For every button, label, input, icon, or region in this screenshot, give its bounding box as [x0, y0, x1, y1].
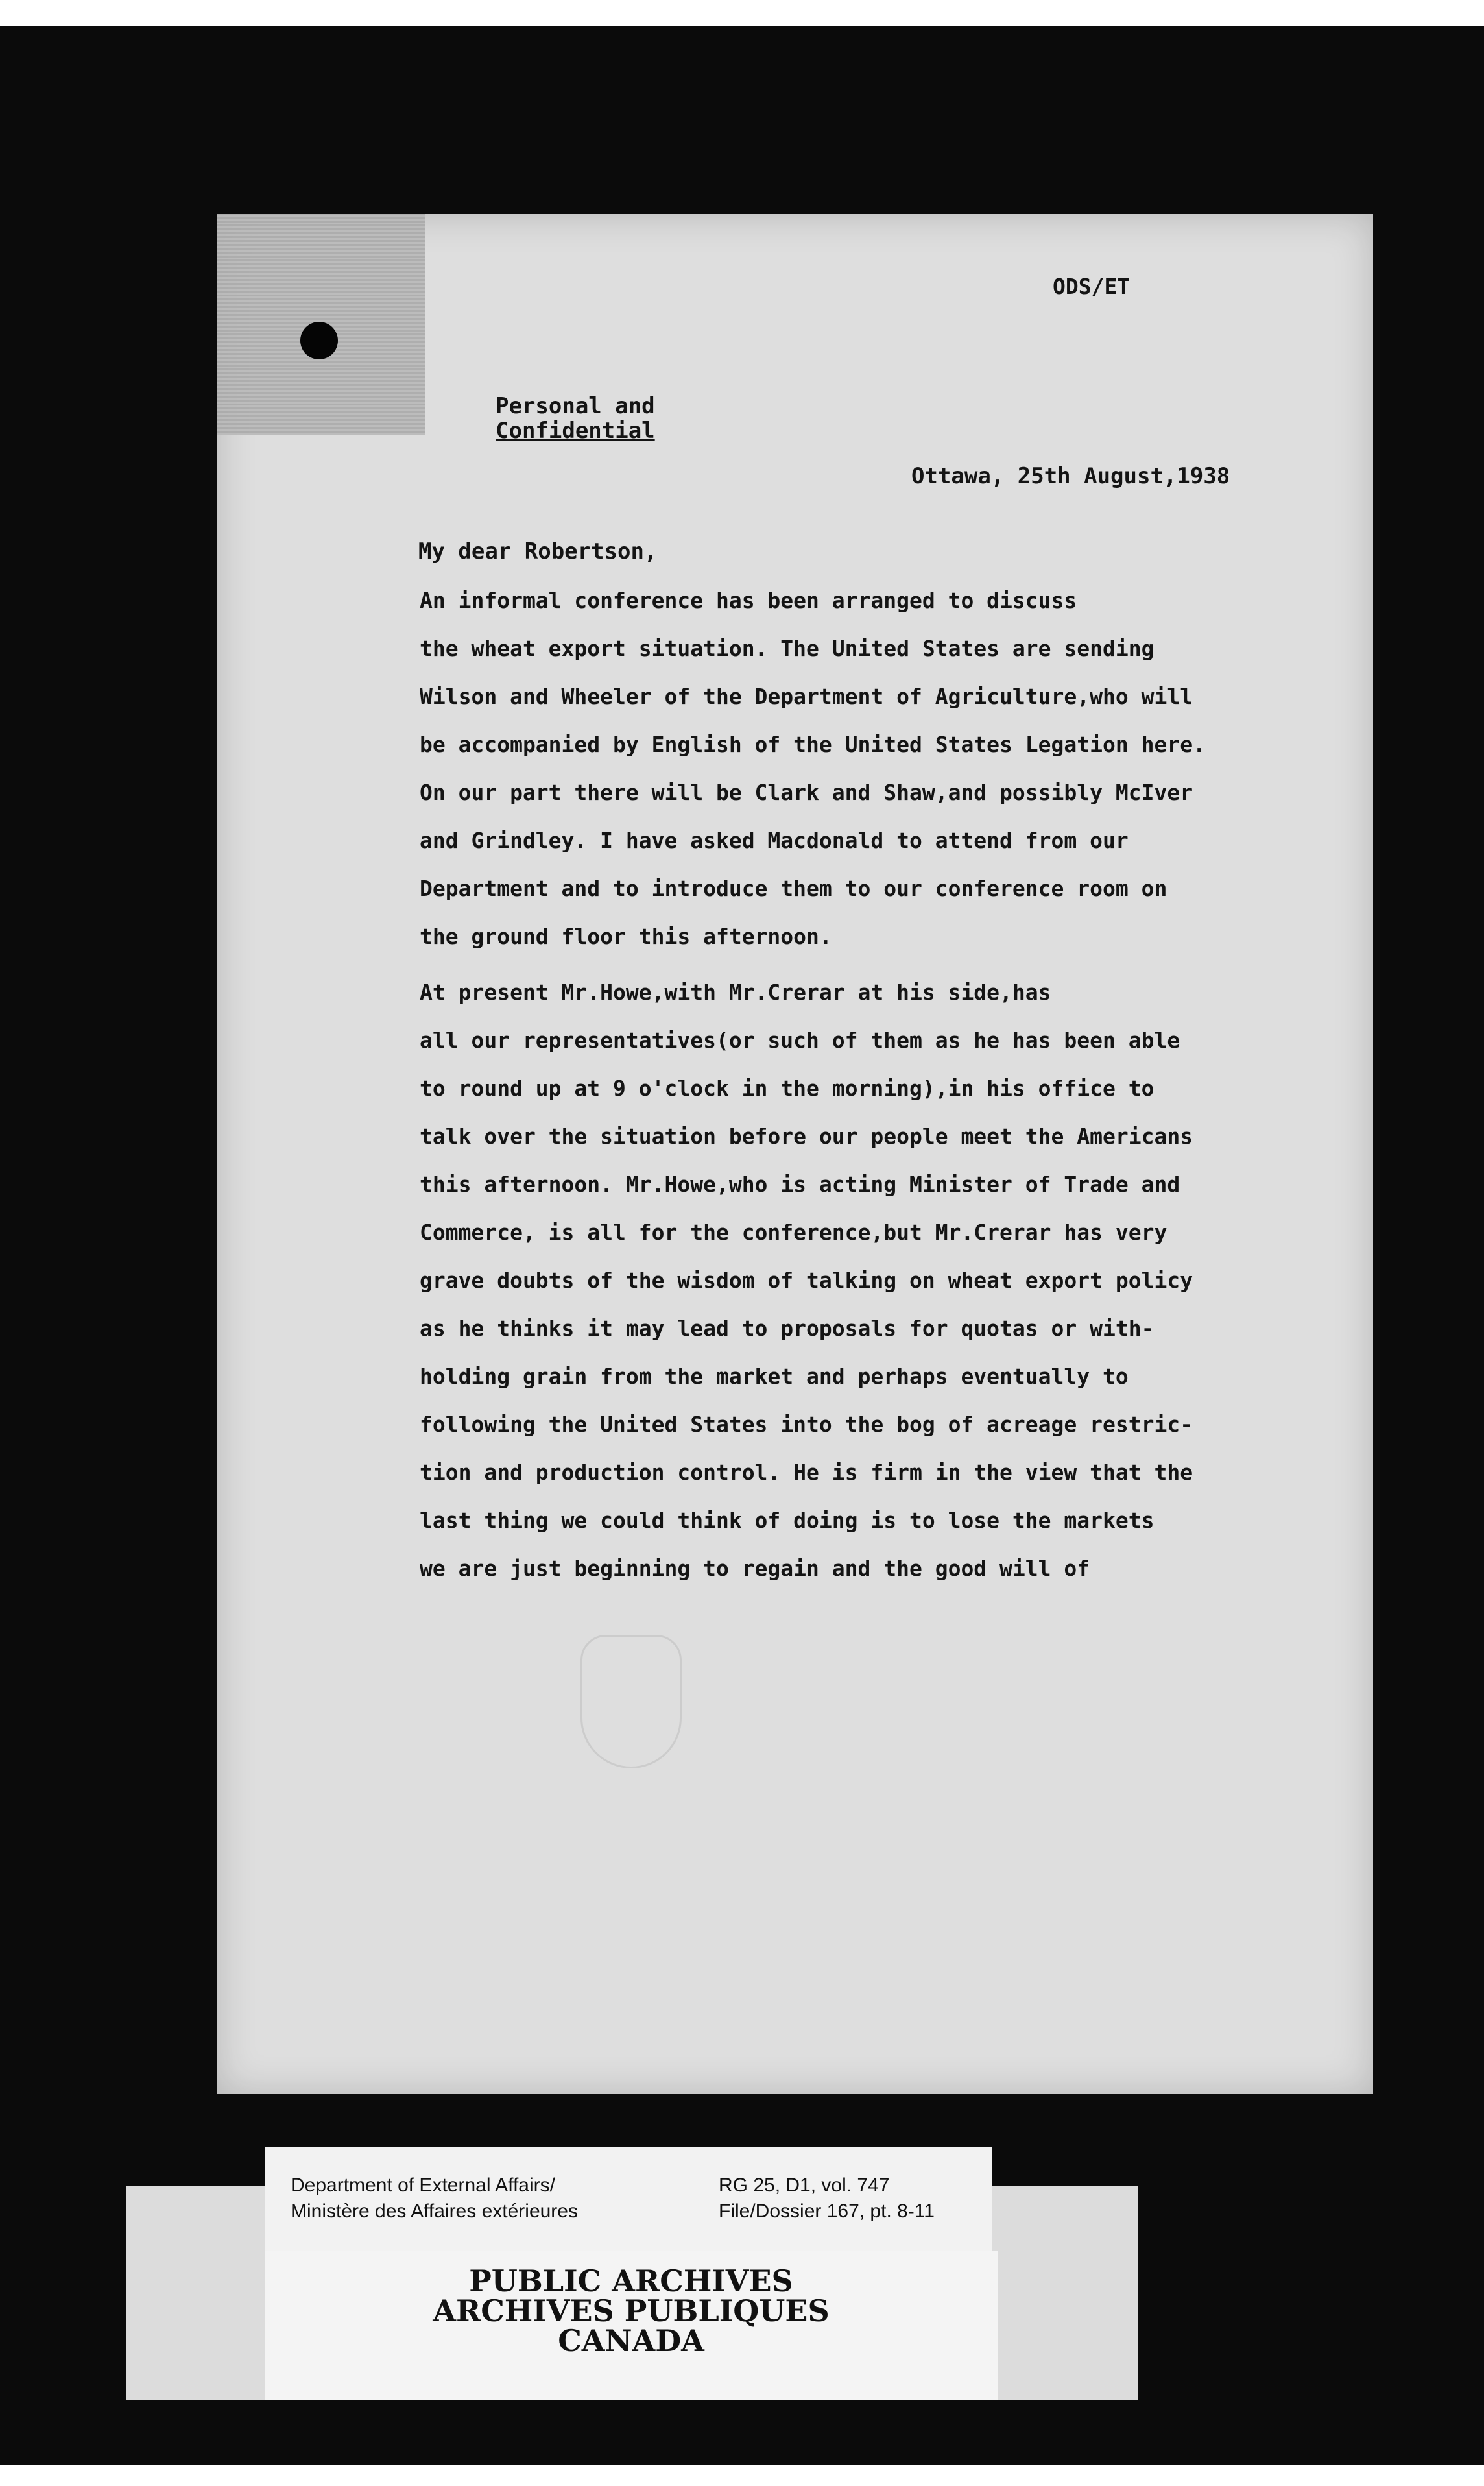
body-line: and Grindley. I have asked Macdonald to attend from our	[420, 828, 1129, 853]
body-line: be accompanied by English of the United States Legation here.	[420, 732, 1206, 757]
faint-watermark-seal	[580, 1635, 682, 1768]
film-border-top	[0, 0, 1484, 26]
body-line: An informal conference has been arranged to discuss	[420, 588, 1077, 613]
body-line: last thing we could think of doing is to lose the markets	[420, 1508, 1155, 1533]
punch-hole-icon	[300, 322, 338, 359]
dateline: Ottawa, 25th August,1938	[911, 463, 1230, 489]
body-line: the ground floor this afternoon.	[420, 924, 832, 949]
file-reference: ODS/ET	[1053, 274, 1131, 299]
archive-stamp	[265, 2251, 998, 2400]
department-french: Ministère des Affaires extérieures	[291, 2201, 578, 2222]
body-line: Commerce, is all for the conference,but Mr.Crerar has very	[420, 1220, 1167, 1245]
film-border-bottom	[0, 2465, 1484, 2486]
body-line: On our part there will be Clark and Shaw,and possibly McIver	[420, 780, 1193, 805]
archive-stamp-line-1: PUBLIC ARCHIVES	[469, 2263, 793, 2299]
archive-stamp-line-3: CANADA	[558, 2323, 704, 2358]
body-line: Department and to introduce them to our conference room on	[420, 876, 1167, 901]
classification-line-1: Personal and	[496, 393, 655, 419]
body-line: the wheat export situation. The United States are sending	[420, 636, 1155, 661]
body-line: grave doubts of the wisdom of talking on wheat export policy	[420, 1268, 1193, 1293]
body-line: we are just beginning to regain and the good will of	[420, 1556, 1090, 1581]
body-line: talk over the situation before our people meet the Americans	[420, 1124, 1193, 1149]
archive-stamp-line-2: ARCHIVES PUBLIQUES	[433, 2293, 830, 2328]
record-group: RG 25, D1, vol. 747	[719, 2175, 890, 2196]
classification-line-2: Confidential	[496, 418, 655, 444]
file-number: File/Dossier 167, pt. 8-11	[719, 2201, 935, 2222]
body-line: tion and production control. He is firm in the view that the	[420, 1460, 1193, 1485]
body-line: Wilson and Wheeler of the Department of Agriculture,who will	[420, 684, 1193, 709]
department-english: Department of External Affairs/	[291, 2175, 555, 2196]
salutation: My dear Robertson,	[418, 538, 658, 564]
body-line: as he thinks it may lead to proposals for quotas or with-	[420, 1316, 1155, 1341]
body-line: to round up at 9 o'clock in the morning),in his office to	[420, 1076, 1155, 1101]
letter-page	[217, 214, 1373, 2094]
archive-label	[265, 2147, 992, 2251]
body-line: holding grain from the market and perhaps eventually to	[420, 1364, 1129, 1389]
body-line: this afternoon. Mr.Howe,who is acting Minister of Trade and	[420, 1172, 1180, 1197]
body-line: following the United States into the bog of acreage restric-	[420, 1412, 1193, 1437]
body-line: all our representatives(or such of them as he has been able	[420, 1028, 1180, 1053]
body-line: At present Mr.Howe,with Mr.Crerar at his side,has	[420, 980, 1051, 1005]
